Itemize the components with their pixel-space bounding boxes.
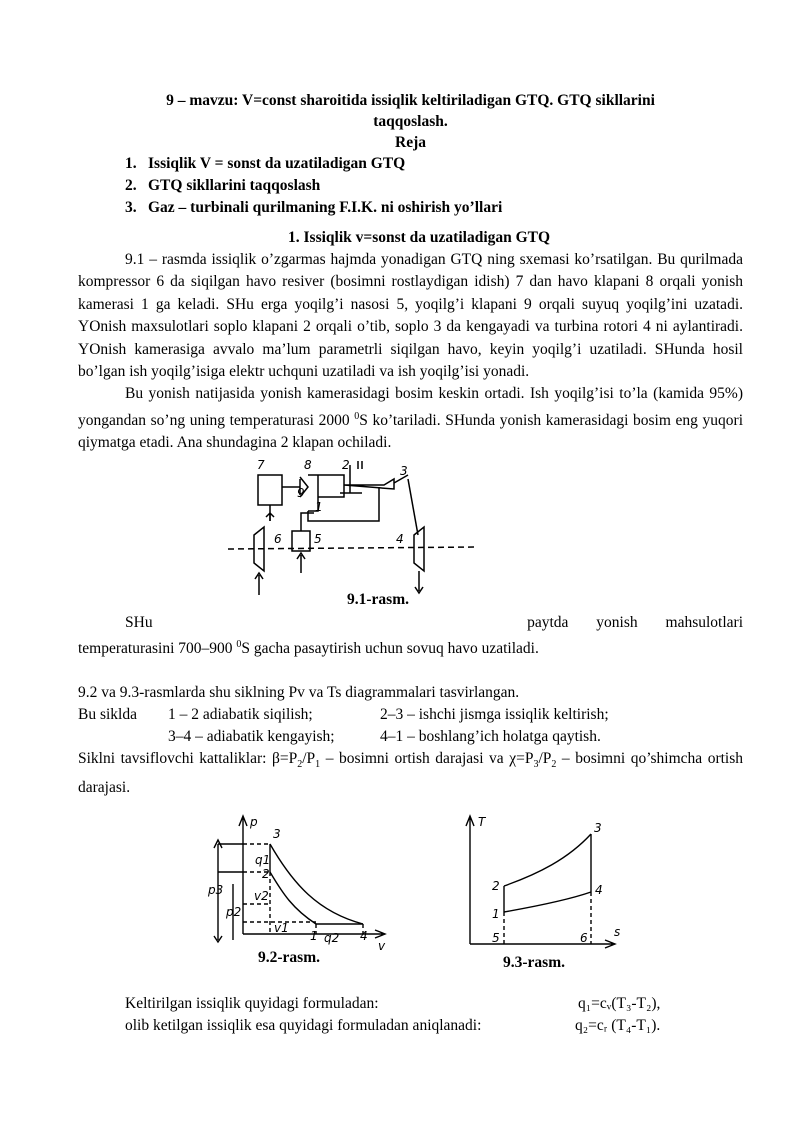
char-text-d: /P [538, 750, 552, 768]
pv-point-3: 3 [273, 827, 281, 842]
pv-point-2: 2 [262, 867, 270, 882]
pv-axis-v-label: v [378, 939, 386, 954]
ts-point-1: 1 [492, 907, 500, 922]
pv-label-v1: v1 [274, 921, 289, 936]
ts-point-3: 3 [594, 821, 602, 836]
char-sub: 2 [551, 759, 557, 771]
fig1-label-5: 5 [314, 531, 322, 546]
ts-point-4: 4 [595, 883, 603, 898]
paragraph-2 [78, 383, 743, 454]
plan-item-number: 2. [125, 177, 137, 194]
char-sub: 1 [315, 759, 321, 771]
pv-point-1: 1 [310, 929, 318, 944]
fig1-label-1: 1 [315, 499, 323, 514]
figure-9-2-caption: 9.2-rasm. [258, 949, 320, 967]
fig1-label-7: 7 [257, 457, 265, 472]
paragraph-4: 9.2 va 9.3-rasmlarda shu siklning Pv va Ts diagrammalari tasvirlangan. [78, 683, 520, 701]
gtq-scheme-diagram [78, 455, 743, 605]
pv-label-q1: q1 [255, 853, 271, 868]
para3-text-a: SHu [125, 613, 153, 631]
pv-axis-p-label: p [250, 815, 258, 830]
formula-q1-line [78, 993, 743, 1015]
plan-item [78, 175, 743, 197]
page-title [78, 90, 743, 132]
ts-axis-s-label: s [614, 925, 621, 940]
pv-label-q2: q2 [324, 931, 340, 946]
paragraph-3-line-2 [78, 634, 743, 661]
paragraph-1: 9.1 – rasmda issiqlik o’zgarmas hajmda yonadigan GTQ ning sxemasi ko’rsatilgan. Bu qurilmada kompressor 6 da siqilgan havo resiver (bosimni rostlaydigan idish) 7 dan havo klapani 8 orqali yonish kamerasi 1 ga keladi. SHu erga yoqilg’i nasosi 5, yoqilg’i klapani 9 orqali suyuq yoqilg’ini uzatadi. YOnish maxsulotlari soplo klapani 2 orqali o’tib, soplo 3 da kengayadi va turbina rotori 4 ni aylantiradi. YOnish kamerasiga avvalo ma’lum parametrli siqilgan havo, keyin yoqilg’i uzatiladi. SHunda hosil bo’lgan ish yoqilg’isiga elektr uchquni uzatiladi va ish yoqilg’isi yonadi. [78, 251, 743, 381]
plan-list [78, 153, 743, 219]
ts-diagram [78, 814, 743, 989]
pv-point-4: 4 [360, 929, 368, 944]
fig1-label-9: 9 [297, 485, 305, 500]
cycle-step-2-3: 2–3 – ishchi jismga issiqlik keltirish; [380, 706, 609, 724]
degree-sup: 0 [236, 639, 242, 651]
fig1-label-8: 8 [304, 457, 312, 472]
fig1-label-6: 6 [274, 531, 282, 546]
char-text-a: Siklni tavsiflovchi kattaliklar: β=P [78, 750, 298, 768]
ts-point-2: 2 [492, 879, 500, 894]
pv-label-p2: p2 [226, 905, 242, 920]
para2-text-a: Bu yonish natijasida yonish kamerasidagi bosim keskin ortadi. Ish yoqilg’isi to’la (kamida 95%) yongandan so’ng uning temperaturasi 2000 [78, 385, 743, 429]
cycle-row-2 [78, 726, 743, 748]
title-line-2: taqqoslash. [373, 113, 448, 130]
formula-q1: q₁=cᵥ(T₃-T₂), [578, 995, 661, 1013]
para3-text-c: temperaturasini 700–900 [78, 640, 237, 658]
paragraph-3-line-1 [78, 612, 743, 634]
ts-point-5: 5 [492, 931, 500, 946]
cycle-row-1 [78, 704, 743, 726]
plan-item-number: 1. [125, 155, 137, 172]
figure-9-3-caption: 9.3-rasm. [503, 954, 565, 972]
plan-item-text: Gaz – turbinali qurilmaning F.I.K. ni oshirish yo’llari [148, 199, 503, 216]
paragraph-characteristics [78, 748, 743, 799]
fig1-label-3: 3 [400, 463, 408, 478]
formula-q2-text: olib ketilgan issiqlik esa quyidagi formuladan aniqlanadi: [125, 1017, 482, 1035]
fig1-label-2: 2 [342, 457, 350, 472]
para2-text-b: S ko’tariladi. SHunda yonish kamerasidagi bosim eng yuqori qiymatga etadi. Ana shundagina 2 klapan ochiladi. [78, 412, 743, 452]
char-text-e: – bosimni qo’shimcha ortish darajasi. [78, 750, 744, 796]
char-text-c: – bosimni ortish darajasi va χ=P [320, 750, 534, 768]
pv-label-p3: p3 [208, 883, 224, 898]
document-page [78, 90, 743, 1037]
plan-heading: Reja [395, 134, 426, 151]
char-sub: 3 [533, 759, 539, 771]
cycle-step-1-2: 1 – 2 adiabatik siqilish; [168, 706, 313, 724]
plan-item-number: 3. [125, 199, 137, 216]
figure-9-1-caption: 9.1-rasm. [347, 590, 409, 608]
formula-q2: q₂=cᵣ (T₄-T₁). [575, 1017, 661, 1035]
formula-q2-line [78, 1015, 743, 1037]
char-text-b: /P [302, 750, 316, 768]
plan-item-text: Issiqlik V = sonst da uzatiladigan GTQ [148, 155, 406, 172]
ts-point-6: 6 [580, 931, 588, 946]
char-sub: 2 [297, 759, 303, 771]
cycle-step-4-1: 4–1 – boshlang’ich holatga qaytish. [380, 728, 601, 746]
figures-9-2-9-3 [78, 814, 743, 989]
plan-item [78, 197, 743, 219]
para3-text-d: S gacha pasaytirish uchun sovuq havo uzatiladi. [241, 640, 539, 658]
fig1-label-4: 4 [396, 531, 404, 546]
para3-text-b: paytda yonish mahsulotlari [527, 613, 743, 631]
plan-item-text: GTQ sikllarini taqqoslash [148, 177, 321, 194]
figure-9-1 [78, 455, 743, 605]
formula-q1-text: Keltirilgan issiqlik quyidagi formuladan: [125, 995, 379, 1013]
cycle-step-3-4: 3–4 – adiabatik kengayish; [168, 728, 335, 746]
plan-item [78, 153, 743, 175]
cycle-intro: Bu siklda [78, 706, 137, 724]
degree-sup: 0 [354, 410, 360, 422]
section-heading: 1. Issiqlik v=sonst da uzatiladigan GTQ [288, 229, 551, 246]
ts-axis-t-label: T [478, 815, 486, 830]
pv-label-v2: v2 [254, 889, 269, 904]
title-line-1: 9 – mavzu: V=const sharoitida issiqlik keltiriladigan GTQ. GTQ sikllarini [166, 92, 655, 109]
